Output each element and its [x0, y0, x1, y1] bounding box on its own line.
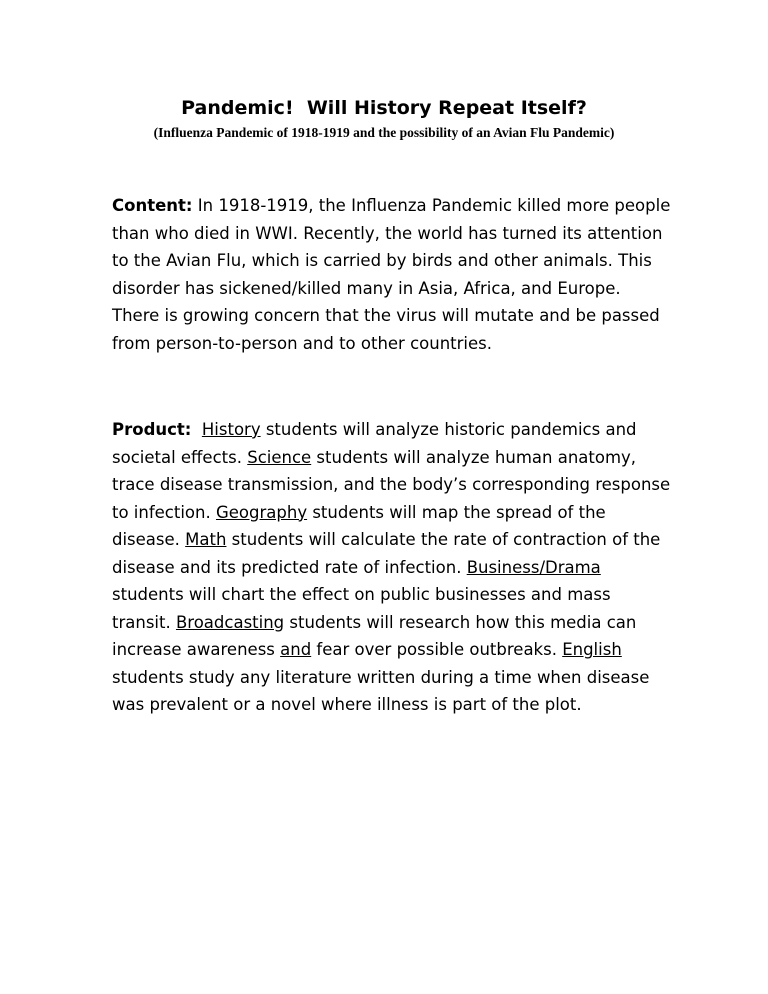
content-label: Content: [112, 196, 193, 215]
subject-history: History [201, 420, 261, 439]
product-text-3: students will map the spread of the disease. [112, 502, 606, 549]
subject-science: Science [247, 447, 312, 467]
product-text-2: students will analyze human anatomy, trace disease transmission, and the body’s corresponding response to infection. [112, 447, 671, 522]
subject-english: English [562, 640, 622, 659]
emphasis-and: and [280, 640, 312, 659]
product-label: Product: [112, 420, 192, 439]
content-paragraph [112, 192, 672, 357]
subject-business-drama: Business/Drama [466, 557, 601, 577]
document-title: Pandemic! Will History Repeat Itself? [181, 97, 587, 119]
product-text-7: fear over possible outbreaks. [311, 640, 563, 659]
product-text-5: students will chart the effect on public businesses and mass transit. [112, 585, 611, 632]
product-paragraph [112, 416, 672, 719]
product-text-8: students study any literature written during a time when disease was prevalent or a novel where illness is part of the plot. [112, 667, 650, 714]
product-text-1: students will analyze historic pandemics and societal effects. [112, 420, 637, 467]
product-gap [191, 420, 202, 439]
document-subtitle: (Influenza Pandemic of 1918-1919 and the possibility of an Avian Flu Pandemic) [153, 125, 615, 140]
product-text-4: students will calculate the rate of contraction of the disease and its predicted rate of infection. [112, 530, 661, 577]
subject-broadcasting: Broadcasting [175, 612, 285, 632]
subject-geography: Geography [215, 502, 308, 522]
subject-math: Math [185, 530, 227, 549]
product-text-6: students will research how this media can increase awareness [112, 612, 637, 659]
content-text: In 1918-1919, the Influenza Pandemic killed more people than who died in WWI. Recently, the world has turned its attention to the Avian Flu, which is carried by birds and other animals. This disorder has sickened/killed many in Asia, Africa, and Europe. There is growing concern that the virus will mutate and be passed from person-to-person and to other countries. [112, 196, 671, 353]
